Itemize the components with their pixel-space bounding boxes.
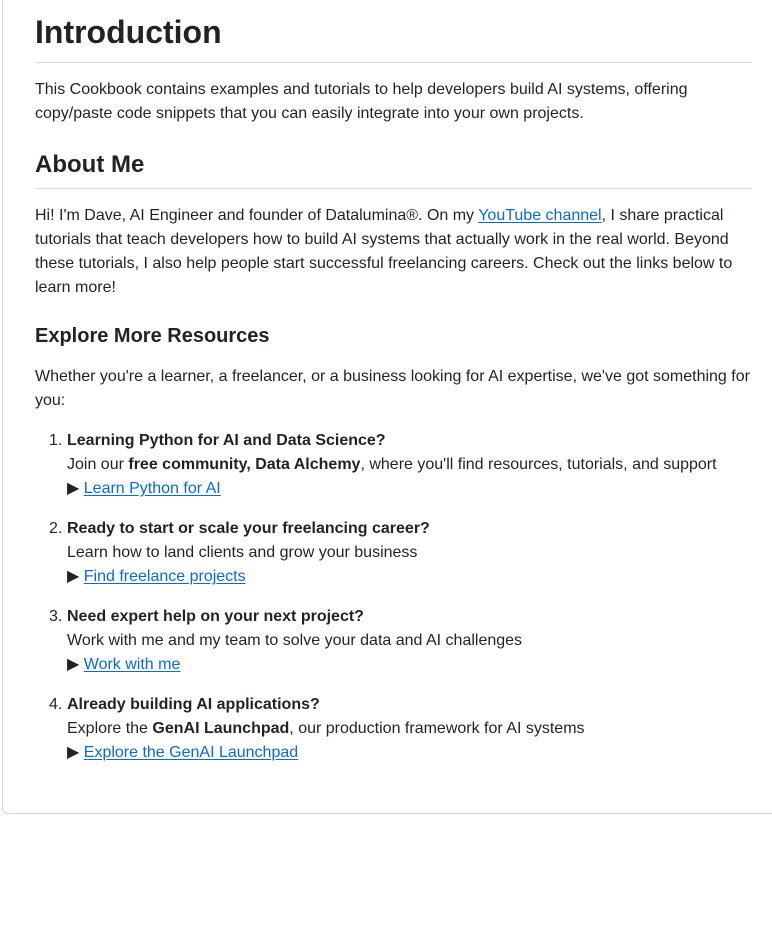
item-description: Explore the GenAI Launchpad, our production framework for AI systems [67, 720, 585, 737]
about-paragraph [35, 204, 752, 300]
youtube-channel-link[interactable]: YouTube channel [478, 207, 602, 224]
resources-intro: Whether you're a learner, a freelancer, or a business looking for AI expertise, we've got something for you: [35, 368, 750, 409]
item-heading: Already building AI applications? [67, 696, 320, 713]
item-description: Join our free community, Data Alchemy, where you'll find resources, tutorials, and support [67, 456, 717, 473]
about-text-pre: Hi! I'm Dave, AI Engineer and founder of Datalumina®. On my [35, 207, 479, 224]
list-number: 4. [49, 696, 63, 713]
item-link-row [67, 477, 752, 501]
freelance-projects-link[interactable]: Find freelance projects [83, 568, 246, 585]
item-heading: Need expert help on your next project? [67, 608, 364, 625]
list-number: 1. [49, 432, 63, 449]
item-description: Learn how to land clients and grow your business [67, 544, 418, 561]
about-text-post: , I share practical tutorials that teach developers how to build AI systems that actually work in the real world. Beyond these tutorials, I also help people start successful freelancing careers. Check out the links below to learn more! [35, 207, 733, 296]
arrow-icon: ▶ [67, 480, 80, 497]
list-item [49, 693, 752, 765]
item-heading: Ready to start or scale your freelancing career? [67, 520, 430, 537]
arrow-icon: ▶ [67, 568, 80, 585]
item-description: Work with me and my team to solve your data and AI challenges [67, 632, 523, 649]
list-item [49, 517, 752, 589]
list-item [49, 429, 752, 501]
item-heading: Learning Python for AI and Data Science? [67, 432, 386, 449]
work-with-me-link[interactable]: Work with me [83, 656, 181, 673]
list-number: 3. [49, 608, 63, 625]
item-link-row [67, 741, 752, 765]
list-number: 2. [49, 520, 63, 537]
about-divider [35, 188, 752, 189]
list-item [49, 605, 752, 677]
item-link-row [67, 565, 752, 589]
item-link-row [67, 653, 752, 677]
about-heading: About Me [35, 151, 145, 178]
arrow-icon: ▶ [67, 744, 80, 761]
resources-list [35, 429, 752, 781]
page-title: Introduction [35, 14, 222, 50]
resources-heading: Explore More Resources [35, 325, 270, 347]
intro-paragraph: This Cookbook contains examples and tutorials to help developers build AI systems, offering copy/paste code snippets that you can easily integrate into your own projects. [35, 81, 688, 122]
arrow-icon: ▶ [67, 656, 80, 673]
genai-launchpad-link[interactable]: Explore the GenAI Launchpad [83, 744, 299, 761]
title-divider [35, 62, 752, 63]
learn-python-link[interactable]: Learn Python for AI [83, 480, 221, 497]
